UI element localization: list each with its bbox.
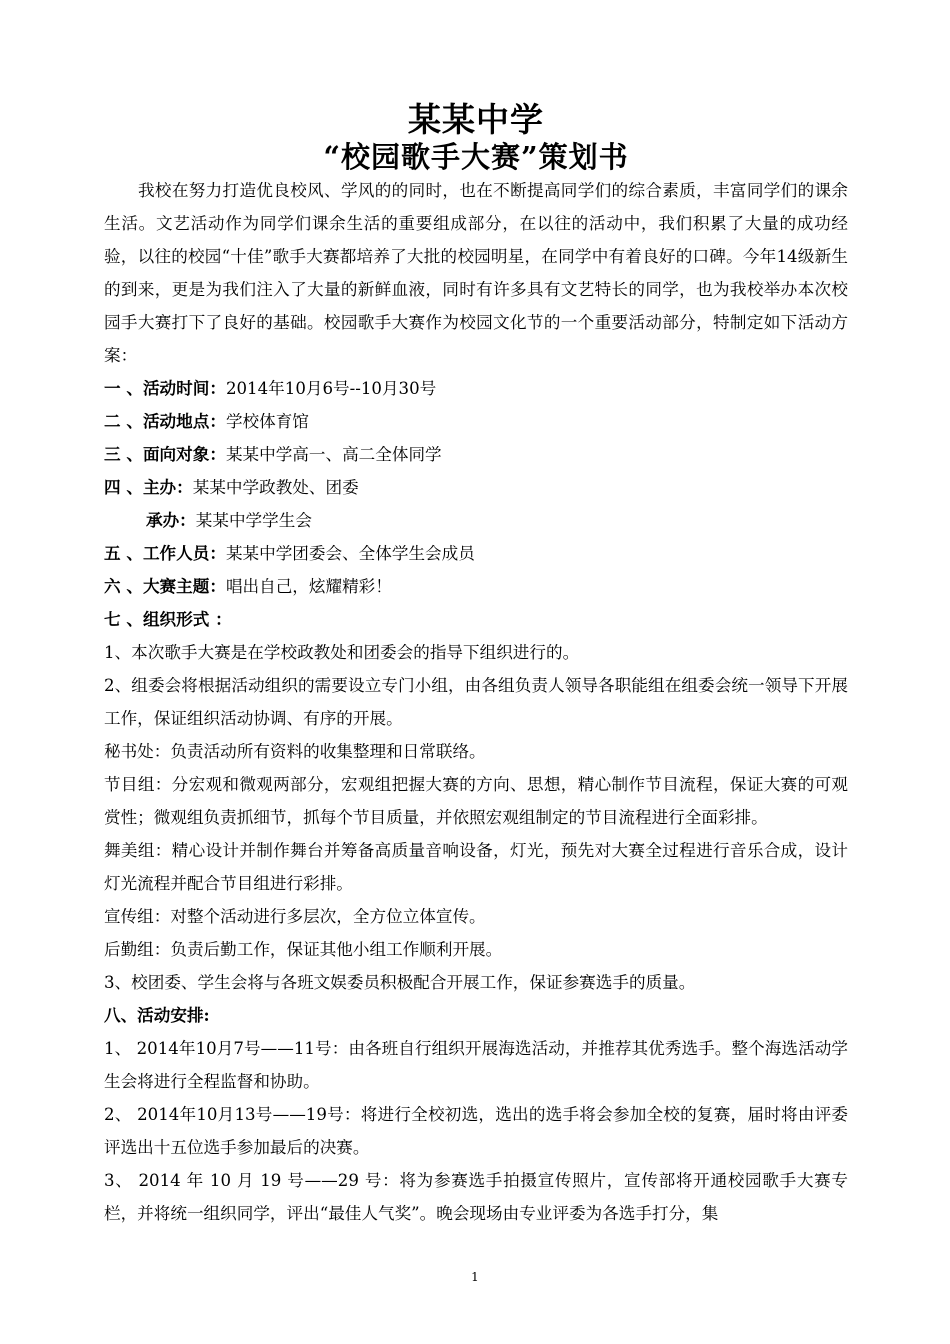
section-organization: [104, 603, 848, 636]
document-subtitle: “校园歌手大赛”策划书: [323, 140, 629, 174]
section-label: 六 、大赛主题：: [104, 576, 226, 596]
section-value: 学校体育馆: [225, 412, 309, 431]
section-value: 某某中学团委会、全体学生会成员: [225, 544, 475, 563]
section-value: 某某中学高一、高二全体同学: [225, 445, 442, 464]
section-label: 一 、活动时间：: [104, 378, 226, 398]
list-item: 后勤组：负责后勤工作，保证其他小组工作顺利开展。: [104, 940, 503, 959]
section-value: 某某中学政教处、团委: [192, 478, 359, 497]
list-item: 3、校团委、学生会将与各班文娱委员积极配合开展工作，保证参赛选手的质量。: [104, 973, 696, 992]
list-item: 节目组：分宏观和微观两部分，宏观组把握大赛的方向、思想，精心制作节目流程，保证大赛的可观赏性；微观组负责抓细节，抓每个节目质量，并依照宏观组制定的节目流程进行全面彩排。: [104, 775, 848, 827]
list-item: 3、 2014 年 10 月 19 号——29 号：将为参赛选手拍摄宣传照片，宣传部将开通校园歌手大赛专栏，并将统一组织同学，评出“最佳人气奖”。晚会现场由专业评委为各选手打分，集: [104, 1171, 848, 1223]
section-heading: 七 、组织形式 ：: [104, 609, 232, 629]
section-theme: [104, 570, 848, 603]
section-host: [104, 471, 848, 504]
section-label: 四 、主办：: [104, 477, 193, 497]
section-label: 承办：: [146, 510, 196, 530]
document-title: 某某中学: [408, 100, 544, 139]
list-item: 2、 2014年10月13号——19号：将进行全校初选，选出的选手将会参加全校的复赛，届时将由评委评选出十五位选手参加最后的决赛。: [104, 1105, 848, 1157]
section-heading: 八、活动安排:: [104, 1005, 210, 1025]
section-audience: [104, 438, 848, 471]
section-value: 唱出自己，炫耀精彩！: [225, 577, 392, 596]
document-page: [104, 100, 848, 1230]
list-item: 舞美组：精心设计并制作舞台并筹备高质量音响设备，灯光，预先对大赛全过程进行音乐合成，设计灯光流程并配合节目组进行彩排。: [104, 841, 848, 893]
list-item: 1、 2014年10月7号——11号：由各班自行组织开展海选活动，并推荐其优秀选手。整个海选活动学生会将进行全程监督和协助。: [104, 1039, 848, 1091]
page-number: 1: [471, 1270, 479, 1284]
list-item: 宣传组：对整个活动进行多层次，全方位立体宣传。: [104, 907, 486, 926]
list-item: 秘书处：负责活动所有资料的收集整理和日常联络。: [104, 742, 486, 761]
section-label: 三 、面向对象：: [104, 444, 226, 464]
section-location: [104, 405, 848, 438]
list-item: 2、组委会将根据活动组织的需要设立专门小组，由各组负责人领导各职能组在组委会统一领导下开展工作，保证组织活动协调、有序的开展。: [104, 676, 848, 728]
section-time: [104, 372, 848, 405]
intro-paragraph: 我校在努力打造优良校风、学风的的同时，也在不断提高同学们的综合素质，丰富同学们的课余生活。文艺活动作为同学们课余生活的重要组成部分，在以往的活动中，我们积累了大量的成功经验，以往的校园“十佳”歌手大赛都培养了大批的校园明星，在同学中有着良好的口碑。今年14级新生的到来，更是为我们注入了大量的新鲜血液，同时有许多具有文艺特长的同学，也为我校举办本次校园手大赛打下了良好的基础。校园歌手大赛作为校园文化节的一个重要活动部分，特制定如下活动方案：: [104, 181, 848, 365]
section-label: 二 、活动地点：: [104, 411, 226, 431]
section-value: 2014年10月6号--10月30号: [225, 379, 437, 398]
section-value: 某某中学学生会: [195, 511, 312, 530]
section-organizer: [104, 504, 848, 537]
list-item: 1、本次歌手大赛是在学校政教处和团委会的指导下组织进行的。: [104, 643, 580, 662]
section-schedule: [104, 999, 848, 1032]
section-label: 五 、工作人员：: [104, 543, 226, 563]
section-staff: [104, 537, 848, 570]
